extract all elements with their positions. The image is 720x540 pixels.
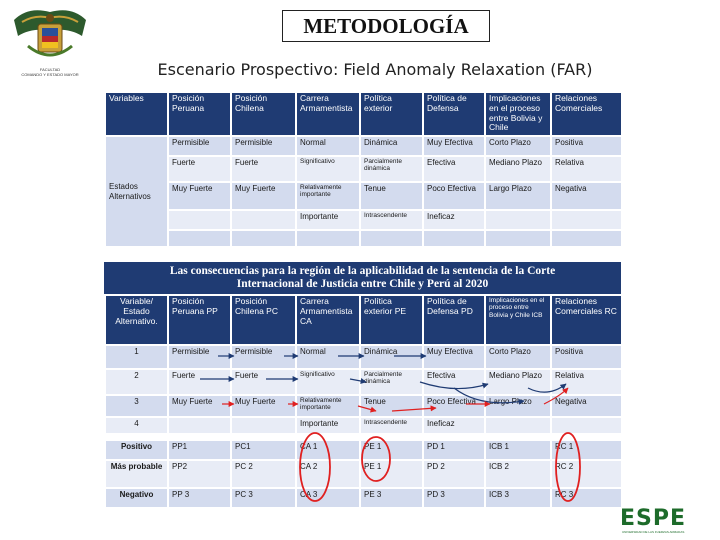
table-cell: Muy Fuerte (168, 182, 231, 210)
table2-header: Posición Chilena PC (231, 295, 296, 345)
table-cell: PC 3 (231, 488, 296, 508)
table-cell (485, 230, 551, 247)
table-cell: Positiva (551, 136, 622, 156)
table-cell: Largo Plazo (485, 182, 551, 210)
table-cell: Permisible (168, 345, 231, 369)
table-cell: Intrascendente (360, 417, 423, 434)
table2-header: Relaciones Comerciales RC (551, 295, 622, 345)
table-cell (551, 230, 622, 247)
table-cell: PP1 (168, 440, 231, 460)
table2-header: Variable/ Estado Alternativo. (105, 295, 168, 345)
table-cell: CA 2 (296, 460, 360, 488)
table1-header: Implicaciones en el proceso entre Bolivia y Chile (485, 92, 551, 136)
table-cell: ICB 2 (485, 460, 551, 488)
table-row (105, 136, 622, 156)
table-cell: Tenue (360, 182, 423, 210)
table-cell: Ineficaz (423, 210, 485, 230)
table-cell: RC 3 (551, 488, 622, 508)
table-cell: PP2 (168, 460, 231, 488)
table-cell: Poco Efectiva (423, 395, 485, 417)
table-cell: Significativo (296, 156, 360, 182)
table2-title (104, 262, 621, 294)
table-cell: Fuerte (168, 156, 231, 182)
table-cell: Muy Fuerte (231, 395, 296, 417)
table-cell (485, 417, 551, 434)
table-cell (231, 417, 296, 434)
table2-header-row (105, 295, 622, 345)
table-cell: Mediano Plazo (485, 369, 551, 395)
table-cell: 1 (105, 345, 168, 369)
table-cell: PE 1 (360, 440, 423, 460)
table2-header: Implicaciones en el proceso entre Bolivia y Chile ICB (485, 295, 551, 345)
table-cell: Fuerte (231, 369, 296, 395)
table1-header: Política exterior (360, 92, 423, 136)
espe-tagline: UNIVERSIDAD DE LAS FUERZAS ARMADAS (622, 530, 685, 534)
table-cell: CA 3 (296, 488, 360, 508)
table2-header: Política exterior PE (360, 295, 423, 345)
outcome-label: Más probable (105, 460, 168, 488)
table-cell: Parcialmente dinámica (360, 156, 423, 182)
table-cell (296, 230, 360, 247)
table1-header: Política de Defensa (423, 92, 485, 136)
table-cell: Tenue (360, 395, 423, 417)
table-cell: ICB 3 (485, 488, 551, 508)
table-cell: Corto Plazo (485, 345, 551, 369)
table-row (105, 156, 622, 182)
table-cell: Largo Plazo (485, 395, 551, 417)
table-cell: Efectiva (423, 156, 485, 182)
table-cell (168, 230, 231, 247)
table-cell: Negativa (551, 395, 622, 417)
table-cell: Fuerte (168, 369, 231, 395)
table2-header: Posición Peruana PP (168, 295, 231, 345)
table-cell: PC1 (231, 440, 296, 460)
table-cell: CA 1 (296, 440, 360, 460)
table-row (105, 210, 622, 230)
table-cell: PD 2 (423, 460, 485, 488)
table1-header: Posición Peruana (168, 92, 231, 136)
table-cell: Ineficaz (423, 417, 485, 434)
table-cell: RC 1 (551, 440, 622, 460)
espe-wordmark: ESPE (620, 506, 687, 531)
slide-title: METODOLOGÍA (303, 13, 469, 38)
table-cell: Dinámica (360, 136, 423, 156)
table1-header: Relaciones Comerciales (551, 92, 622, 136)
table-cell (168, 417, 231, 434)
outcome-row-mas-probable (105, 460, 622, 488)
table-cell: Relativa (551, 369, 622, 395)
table-cell: PE 3 (360, 488, 423, 508)
outcome-label: Positivo (105, 440, 168, 460)
coat-of-arms-icon (8, 6, 92, 66)
table-cell: Permisible (231, 345, 296, 369)
outcome-row-negativo (105, 488, 622, 508)
table-cell (168, 210, 231, 230)
table-cell: RC 2 (551, 460, 622, 488)
table-cell (231, 210, 296, 230)
table-cell: Permisible (168, 136, 231, 156)
table-row (105, 369, 622, 395)
table-cell: PC 2 (231, 460, 296, 488)
outcome-label: Negativo (105, 488, 168, 508)
table2-header: Política de Defensa PD (423, 295, 485, 345)
table-cell: PD 3 (423, 488, 485, 508)
table1-header: Carrera Armamentista (296, 92, 360, 136)
table-row (105, 182, 622, 210)
slide-title-box (282, 10, 490, 42)
table-cell: Efectiva (423, 369, 485, 395)
far-variables-table (104, 91, 623, 248)
table-cell (485, 210, 551, 230)
scenario-consequences-table (104, 294, 623, 509)
table-cell: 3 (105, 395, 168, 417)
table-cell: Positiva (551, 345, 622, 369)
table-cell: Relativa (551, 156, 622, 182)
table-row (105, 230, 622, 247)
table-cell: Muy Efectiva (423, 136, 485, 156)
table-cell: Importante (296, 210, 360, 230)
table-cell: Relativamente importante (296, 395, 360, 417)
table-cell: PP 3 (168, 488, 231, 508)
table-cell: Corto Plazo (485, 136, 551, 156)
table-cell: Parcialmente dinámica (360, 369, 423, 395)
table-cell: Muy Efectiva (423, 345, 485, 369)
table-cell: Muy Fuerte (168, 395, 231, 417)
table-cell: Poco Efectiva (423, 182, 485, 210)
table-cell: Mediano Plazo (485, 156, 551, 182)
table-row (105, 417, 622, 434)
table-row (105, 345, 622, 369)
table-cell (231, 230, 296, 247)
outcome-row-positivo (105, 440, 622, 460)
table-cell: Permisible (231, 136, 296, 156)
logo-caption-1: FACULTAD (39, 67, 61, 72)
table-cell: Normal (296, 136, 360, 156)
espe-logo (620, 508, 712, 534)
table2-title-line-2: Internacional de Justicia entre Chile y Perú al 2020 (236, 278, 489, 290)
table-cell (551, 210, 622, 230)
table-cell (551, 417, 622, 434)
table-cell: PD 1 (423, 440, 485, 460)
table2-header: Carrera Armamentista CA (296, 295, 360, 345)
table2-title-line-1: Las consecuencias para la región de la aplicabilidad de la sentencia de la Corte (169, 265, 556, 277)
institution-logo (8, 6, 92, 76)
table-cell: Fuerte (231, 156, 296, 182)
table1-header-row (105, 92, 622, 136)
table-row (105, 395, 622, 417)
table-cell: Intrascendente (360, 210, 423, 230)
table-cell: 2 (105, 369, 168, 395)
table-cell: Relativamente importante (296, 182, 360, 210)
row-label-estados: Estados Alternativos (105, 136, 168, 247)
slide-subtitle: Escenario Prospectivo: Field Anomaly Relaxation (FAR) (157, 60, 593, 79)
table-cell: Dinámica (360, 345, 423, 369)
table-cell: 4 (105, 417, 168, 434)
table1-header: Variables (105, 92, 168, 136)
table1-header: Posición Chilena (231, 92, 296, 136)
table-cell: Negativa (551, 182, 622, 210)
table-cell: ICB 1 (485, 440, 551, 460)
table-cell: Significativo (296, 369, 360, 395)
table-cell: Normal (296, 345, 360, 369)
table-cell: Importante (296, 417, 360, 434)
logo-caption-2: COMANDO Y ESTADO MAYOR (21, 72, 79, 77)
table-cell (360, 230, 423, 247)
table-cell (423, 230, 485, 247)
table-cell: PE 1 (360, 460, 423, 488)
table-cell: Muy Fuerte (231, 182, 296, 210)
